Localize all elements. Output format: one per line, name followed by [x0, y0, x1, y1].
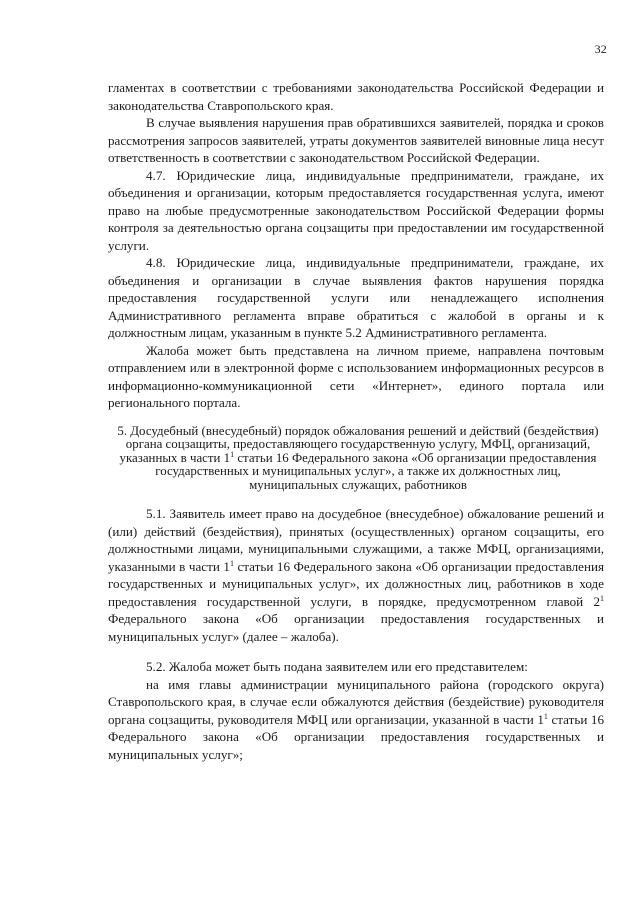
document-body	[108, 79, 604, 763]
paragraph-continuation: гламентах в соответствии с требованиями законодательства Российской Федерации и законодательства Ставропольского края.	[108, 80, 604, 113]
paragraph-violation: В случае выявления нарушения прав обратившихся заявителей, порядка и сроков рассмотрения запросов заявителей, утраты документов заявителей виновные лица несут ответственность в соответствии с законодательством Российской Федерации.	[108, 115, 604, 165]
paragraph-5-1	[108, 505, 604, 645]
paragraph-5-2-item	[108, 676, 604, 764]
heading-text-a: 5. Досудебный (внесудебный) порядок обжалования решений и действий (бездействия) органа соцзащиты, предоставляющего государственную услугу, МФЦ, организаций, указанных в части 1	[117, 423, 599, 465]
p51-superscript-1: 1	[229, 558, 234, 568]
paragraph-complaint-submission: Жалоба может быть представлена на личном приеме, направлена почтовым отправлением или в электронной форме с использованием информационных ресурсов в информационно-коммуникационной сети «Интернет», единого портала или регионального портала.	[108, 342, 604, 410]
p51-superscript-2: 1	[600, 593, 604, 603]
heading-superscript: 1	[230, 449, 235, 459]
p51-text-b: статьи 16 Федерального закона «Об организации предоставления государственных и муниципальных услуг», их должностных лиц, работников в ходе предоставления государственной услуги, в порядке, предусмотренном главой 2	[108, 558, 604, 609]
paragraph-5-2-intro: 5.2. Жалоба может быть подана заявителем или его представителем:	[146, 659, 528, 675]
p52-text-b: статьи 16 Федерального закона «Об организации предоставления государственных и муниципальных услуг»;	[108, 711, 604, 762]
paragraph-4-8: 4.8. Юридические лица, индивидуальные предприниматели, граждане, их объединения и организации в случае выявления фактов нарушения порядка предоставления государственной услуги или ненадлежащего исполнения Административного регламента вправе обратиться с жалобой в органы и к должностным лицам, указанным в пункте 5.2 Административного регламента.	[108, 255, 604, 340]
p52-superscript: 1	[543, 711, 548, 721]
p51-text-a: 5.1. Заявитель имеет право на досудебное (внесудебное) обжалование решений и (или) действий (бездействия), принятых (осуществленных) органом соцзащиты, его должностными лицами, муниципальными служащими, а также МФЦ, организациями, указанными в части 1	[108, 506, 604, 574]
p52-text-a: на имя главы администрации муниципального района (городского округа) Ставропольского края, в случае если обжалуются действия (бездействие) руководителя органа соцзащиты, руководителя МФЦ или организации, указанной в части 1	[108, 676, 604, 727]
page-number: 32	[594, 42, 607, 56]
paragraph-4-7: 4.7. Юридические лица, индивидуальные предприниматели, граждане, их объединения и организации, которым предоставляется государственная услуга, имеют право на любые предусмотренные законодательством Российской Федерации формы контроля за деятельностью органа соцзащиты при предоставлении им государственной услуги.	[108, 167, 604, 253]
p51-text-c: Федерального закона «Об организации предоставления государственных и муниципальных услуг» (далее – жалоба).	[108, 611, 604, 644]
section-5-heading	[108, 425, 604, 493]
heading-text-b: статьи 16 Федерального закона «Об организации предоставления государственных и муниципальных услуг», а также их должностных лиц, муниципальных служащих, работников	[155, 450, 597, 492]
